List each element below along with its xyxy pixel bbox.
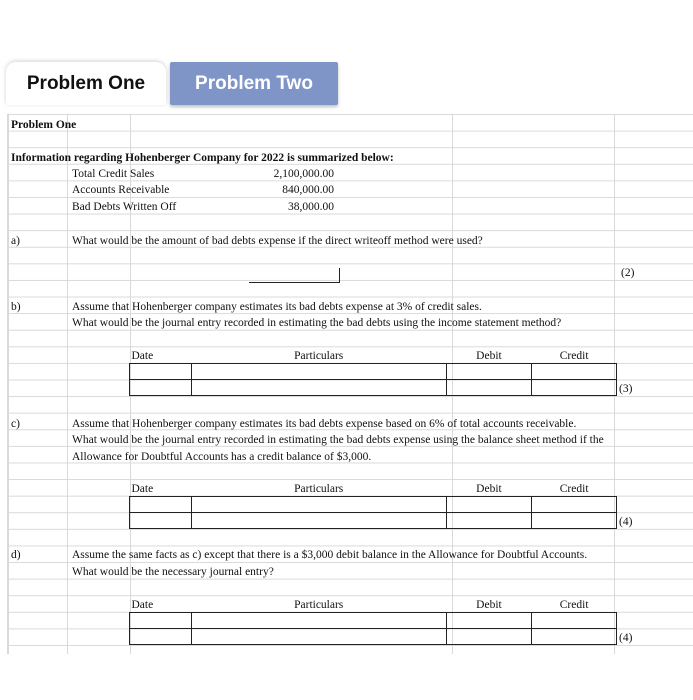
particulars-cell[interactable] [191, 629, 446, 645]
credit-cell[interactable] [532, 380, 617, 396]
debit-cell[interactable] [446, 497, 532, 513]
part-a-marks: (2) [621, 267, 635, 279]
info-label-accounts-receivable: Accounts Receivable [72, 184, 170, 196]
header-credit: Credit [532, 597, 617, 613]
info-value-bad-debts: 38,000.00 [288, 201, 334, 213]
part-a-answer-cell[interactable] [249, 268, 340, 283]
sheet-title: Problem One [11, 119, 77, 131]
credit-cell[interactable] [532, 364, 617, 380]
table-row [130, 513, 617, 529]
info-label-credit-sales: Total Credit Sales [72, 168, 155, 180]
table-row [130, 497, 617, 513]
part-c-marks: (4) [619, 516, 633, 528]
part-c-label: c) [11, 418, 20, 430]
date-cell[interactable] [130, 629, 192, 645]
part-b-line1: Assume that Hohenberger company estimates its bad debts expense at 3% of credit sales. [72, 301, 482, 313]
part-d-line1: Assume the same facts as c) except that there is a $3,000 debit balance in the Allowance for Doubtful Accounts. [72, 549, 588, 561]
part-b-journal-table [129, 348, 617, 396]
particulars-cell[interactable] [191, 364, 446, 380]
part-d-label: d) [11, 549, 21, 561]
debit-cell[interactable] [446, 629, 532, 645]
part-a-label: a) [11, 235, 20, 247]
info-value-accounts-receivable: 840,000.00 [282, 184, 334, 196]
particulars-cell[interactable] [191, 380, 446, 396]
debit-cell[interactable] [446, 613, 532, 629]
credit-cell[interactable] [532, 629, 617, 645]
header-credit: Credit [532, 481, 617, 497]
debit-cell[interactable] [446, 364, 532, 380]
table-row [130, 629, 617, 645]
date-cell[interactable] [130, 364, 192, 380]
date-cell[interactable] [130, 613, 192, 629]
tab-problem-one[interactable]: Problem One [6, 62, 166, 105]
credit-cell[interactable] [532, 513, 617, 529]
header-debit: Debit [446, 481, 532, 497]
info-label-bad-debts: Bad Debts Written Off [72, 201, 177, 213]
part-b-line2: What would be the journal entry recorded in estimating the bad debts using the income statement method? [72, 317, 562, 329]
part-b-marks: (3) [619, 383, 633, 395]
date-cell[interactable] [130, 497, 192, 513]
info-heading: Information regarding Hohenberger Company for 2022 is summarized below: [11, 152, 394, 164]
part-d-marks: (4) [619, 632, 633, 644]
part-d-line2: What would be the necessary journal entry? [72, 566, 274, 578]
header-debit: Debit [446, 597, 532, 613]
tab-problem-two[interactable]: Problem Two [170, 62, 338, 105]
table-row [130, 380, 617, 396]
credit-cell[interactable] [532, 497, 617, 513]
table-row [130, 364, 617, 380]
part-c-line3: Allowance for Doubtful Accounts has a credit balance of $3,000. [72, 451, 372, 463]
particulars-cell[interactable] [191, 513, 446, 529]
header-date: Date [130, 597, 192, 613]
particulars-cell[interactable] [191, 613, 446, 629]
part-c-line1: Assume that Hohenberger company estimates its bad debts expense based on 6% of total accounts receivable. [72, 418, 577, 430]
date-cell[interactable] [130, 380, 192, 396]
part-b-label: b) [11, 301, 21, 313]
header-date: Date [130, 348, 192, 364]
credit-cell[interactable] [532, 613, 617, 629]
header-particulars: Particulars [191, 597, 446, 613]
part-c-journal-table [129, 481, 617, 529]
particulars-cell[interactable] [191, 497, 446, 513]
part-a-question: What would be the amount of bad debts expense if the direct writeoff method were used? [72, 235, 483, 247]
header-particulars: Particulars [191, 348, 446, 364]
header-date: Date [130, 481, 192, 497]
date-cell[interactable] [130, 513, 192, 529]
table-row [130, 613, 617, 629]
header-particulars: Particulars [191, 481, 446, 497]
part-d-journal-table [129, 597, 617, 645]
part-c-line2: What would be the journal entry recorded in estimating the bad debts expense using the balance sheet method if the [72, 434, 604, 446]
header-credit: Credit [532, 348, 617, 364]
info-value-credit-sales: 2,100,000.00 [273, 168, 334, 180]
header-debit: Debit [446, 348, 532, 364]
debit-cell[interactable] [446, 380, 532, 396]
debit-cell[interactable] [446, 513, 532, 529]
sheet-tabs [0, 62, 693, 107]
